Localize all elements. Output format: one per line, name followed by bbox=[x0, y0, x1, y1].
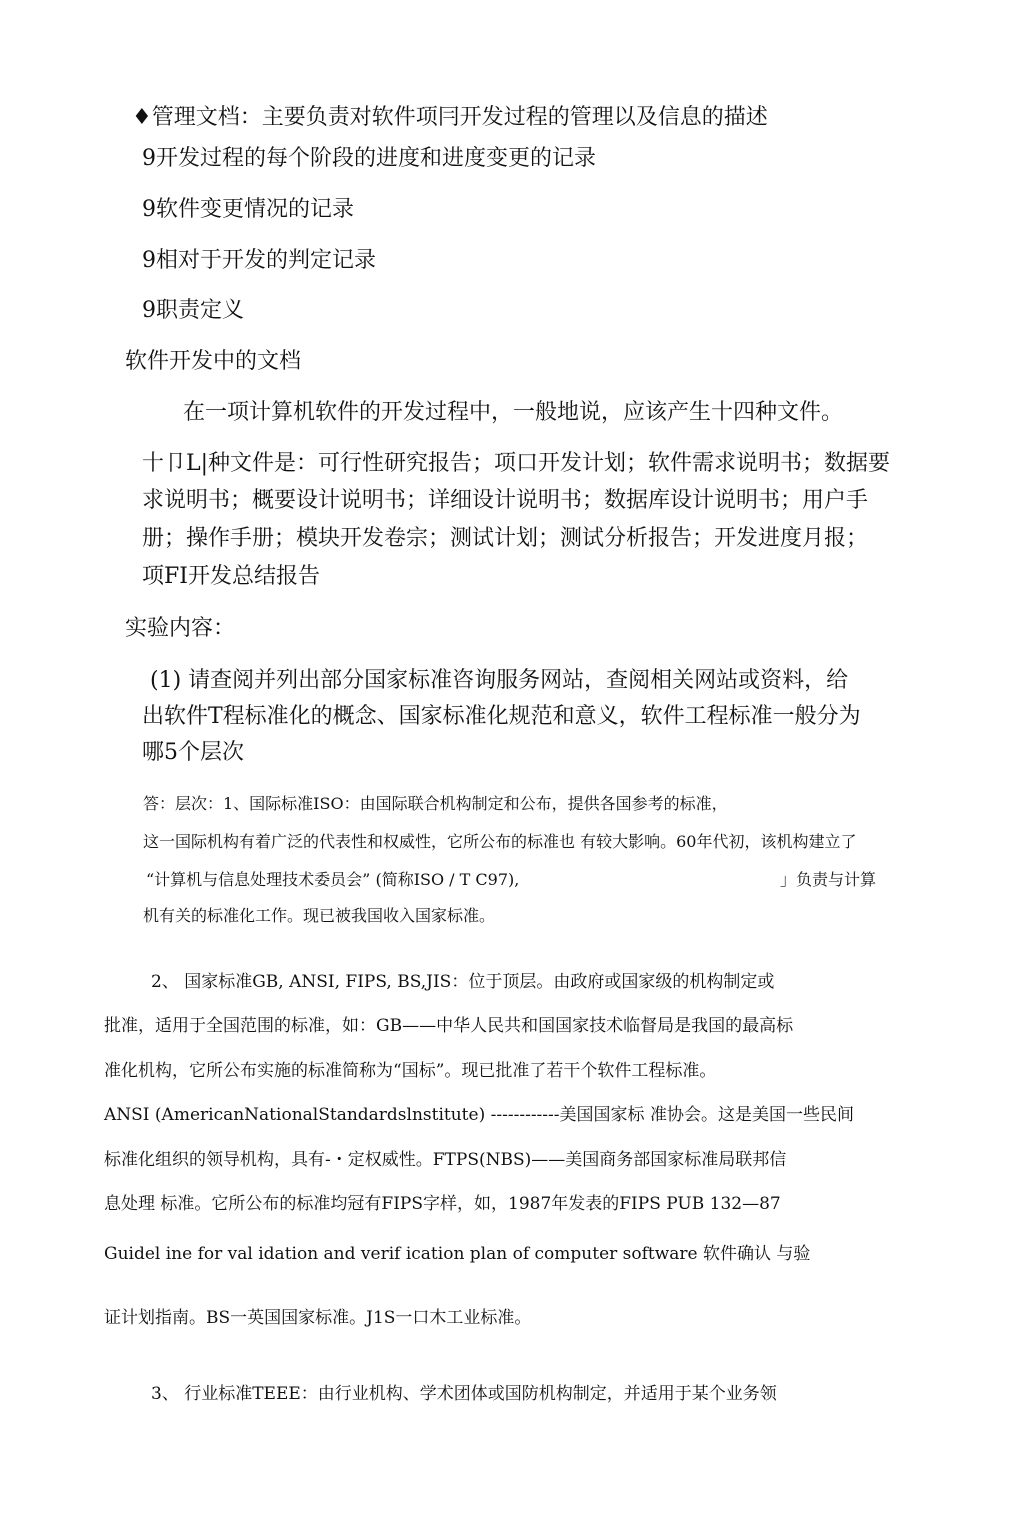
answer-line: 2、 国家标准GB, ANSI, FIPS, BS,JIS：位于顶层。由政府或国家级的机构制定或 bbox=[151, 972, 775, 992]
answer-line: 3、 行业标准TEEE：由行业机构、学术团体或国防机构制定，并适用于某个业务领 bbox=[151, 1384, 777, 1404]
question-line: 哪5个层次 bbox=[142, 740, 244, 765]
section-title-experiment: 实验内容： bbox=[125, 616, 236, 641]
question-line: 出软件T程标准化的概念、国家标准化规范和意义，软件工程标准一般分为 bbox=[142, 704, 861, 729]
answer-line: 准化机构，它所公布实施的标准简称为“国标”。现已批准了若干个软件工程标准。 bbox=[104, 1061, 717, 1081]
answer-line: Guidel ine for val idation and verif ication plan of computer software 软件确认 与验 bbox=[104, 1244, 811, 1264]
answer-line: ANSI (AmericanNationalStandardslnstitute) ------------美国国家标 准协会。这是美国一些民间 bbox=[104, 1105, 854, 1125]
section-title-docs: 软件开发中的文档 bbox=[125, 349, 302, 374]
docs-list-line: 求说明书；概要设计说明书；详细设计说明书；数据库设计说明书；用户手 bbox=[142, 488, 869, 513]
mgmt-item: 9开发过程的每个阶段的进度和进度变更的记录 bbox=[142, 146, 596, 171]
answer-line: 这一国际机构有着广泛的代表性和权威性，它所公布的标准也 有较大影响。60年代初，该机构建立了 bbox=[143, 832, 857, 851]
docs-list-line: 册；操作手册；模块开发卷宗；测试计划；测试分析报告；开发进度月报； bbox=[142, 526, 869, 551]
docs-list-line: 十卩L|种文件是：可行性研究报告；项口开发计划；软件需求说明书；数据要 bbox=[142, 451, 891, 476]
answer-line: 标准化组织的领导机构，具有-・定权威性。FTPS(NBS)——美国商务部国家标准局联邦信 bbox=[104, 1150, 787, 1170]
docs-intro: 在一项计算机软件的开发过程中，一般地说，应该产生十四种文件。 bbox=[183, 400, 844, 425]
mgmt-heading: ♦管理文档：主要负责对软件项冃开发过程的管理以及信息的描述 bbox=[132, 105, 768, 130]
answer-line: 证计划指南。BS一英国国家标准。J1S一口木工业标准。 bbox=[104, 1308, 532, 1328]
question-line: (1) 请查阅并列出部分国家标准咨询服务网站，查阅相关网站或资料，给 bbox=[150, 668, 849, 693]
answer-line: “计算机与信息处理技术委员会” (简称ISO / T C97), bbox=[146, 870, 520, 889]
answer-line: 息处理 标准。它所公布的标准均冠有FIPS字样，如，1987年发表的FIPS PUB 132—87 bbox=[104, 1194, 781, 1214]
answer-line: 批准，适用于全国范围的标准，如：GB——中华人民共和国国家技术临督局是我国的最高标 bbox=[104, 1016, 794, 1036]
answer-line: 答：层次：1、国际标准ISO：由国际联合机构制定和公布，提供各国参考的标准， bbox=[143, 794, 728, 813]
mgmt-item: 9职责定义 bbox=[142, 298, 244, 323]
mgmt-item: 9相对于开发的判定记录 bbox=[142, 248, 376, 273]
answer-line: 机有关的标准化工作。现已被我国收入国家标准。 bbox=[143, 906, 496, 925]
docs-list-line: 项FI开发总结报告 bbox=[142, 564, 320, 589]
answer-line: 」负责与计算 bbox=[780, 870, 877, 889]
mgmt-item: 9软件变更情况的记录 bbox=[142, 197, 354, 222]
